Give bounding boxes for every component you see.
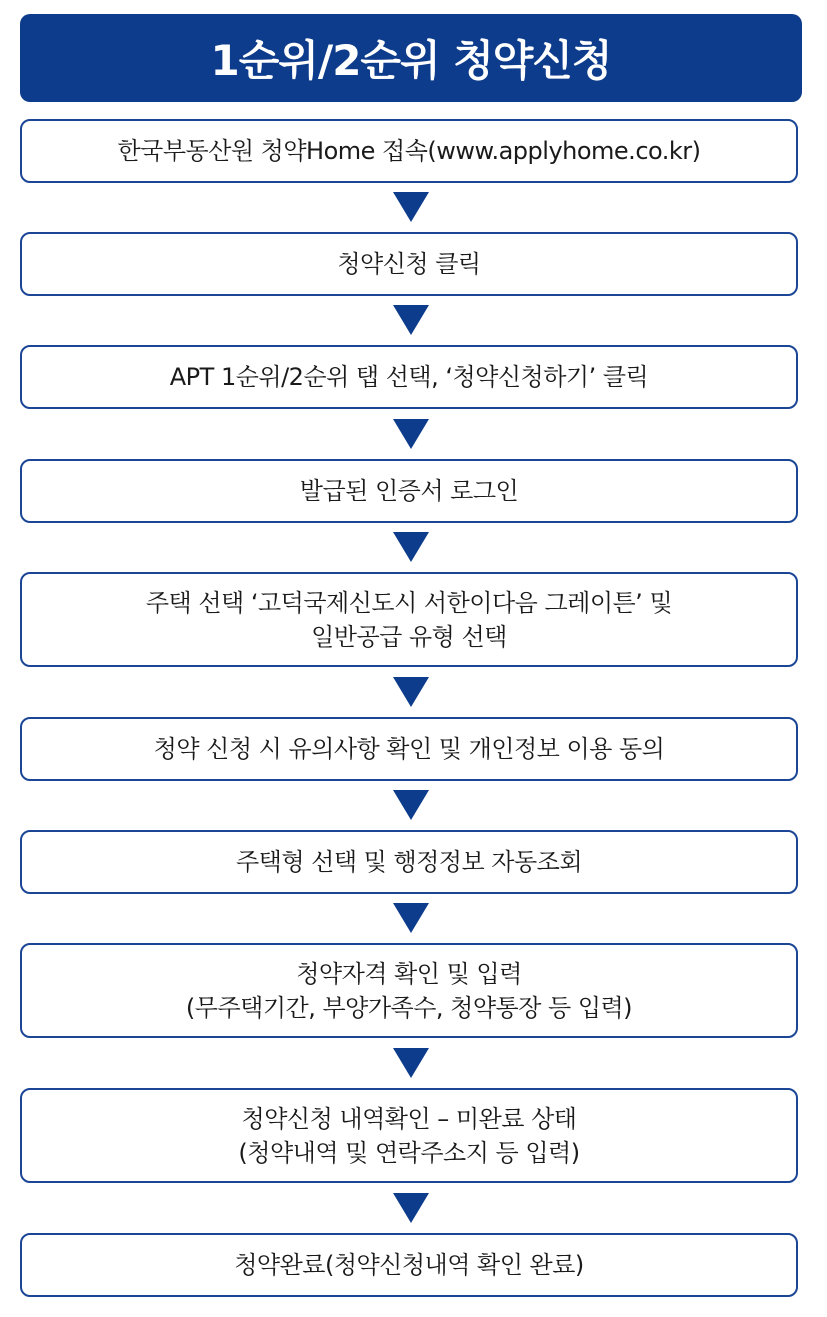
arrow-down-icon: [393, 903, 429, 933]
arrow-down-icon: [393, 192, 429, 222]
arrow-down-icon: [393, 305, 429, 335]
step-3-box: [20, 345, 798, 409]
step-9-box: [20, 1088, 798, 1183]
step-8-line-1: 청약자격 확인 및 입력: [296, 959, 522, 988]
step-9-line-2: (청약내역 및 연락주소지 등 입력): [238, 1138, 580, 1167]
step-8-line-2: (무주택기간, 부양가족수, 청약통장 등 입력): [185, 993, 633, 1022]
step-7-box: [20, 830, 798, 894]
arrow-down-icon: [393, 1048, 429, 1078]
arrow-down-icon: [393, 1193, 429, 1223]
arrow-down-icon: [393, 532, 429, 562]
step-4-line-1: 발급된 인증서 로그인: [299, 477, 519, 505]
step-3-line-1: APT 1순위/2순위 탭 선택, ‘청약신청하기’ 클릭: [169, 363, 649, 391]
step-2-line-1: 청약신청 클릭: [337, 250, 481, 278]
step-10-box: [20, 1233, 798, 1297]
step-5-line-2: 일반공급 유형 선택: [311, 622, 507, 651]
step-2-box: [20, 232, 798, 296]
step-7-line-1: 주택형 선택 및 행정정보 자동조회: [235, 848, 583, 876]
step-1-box: [20, 119, 798, 183]
step-9-line-1: 청약신청 내역확인 – 미완료 상태: [241, 1104, 577, 1133]
arrow-down-icon: [393, 419, 429, 449]
arrow-down-icon: [393, 790, 429, 820]
flow-title: 1순위/2순위 청약신청: [20, 14, 802, 102]
step-5-line-1: 주택 선택 ‘고덕국제신도시 서한이다음 그레이튼’ 및: [145, 588, 673, 617]
step-10-line-1: 청약완료(청약신청내역 확인 완료): [234, 1251, 584, 1279]
step-1-line-1: 한국부동산원 청약Home 접속(www.applyhome.co.kr): [117, 137, 701, 165]
step-5-box: [20, 572, 798, 667]
step-6-line-1: 청약 신청 시 유의사항 확인 및 개인정보 이용 동의: [153, 735, 665, 763]
step-4-box: [20, 459, 798, 523]
arrow-down-icon: [393, 677, 429, 707]
step-6-box: [20, 717, 798, 781]
step-8-box: [20, 943, 798, 1038]
